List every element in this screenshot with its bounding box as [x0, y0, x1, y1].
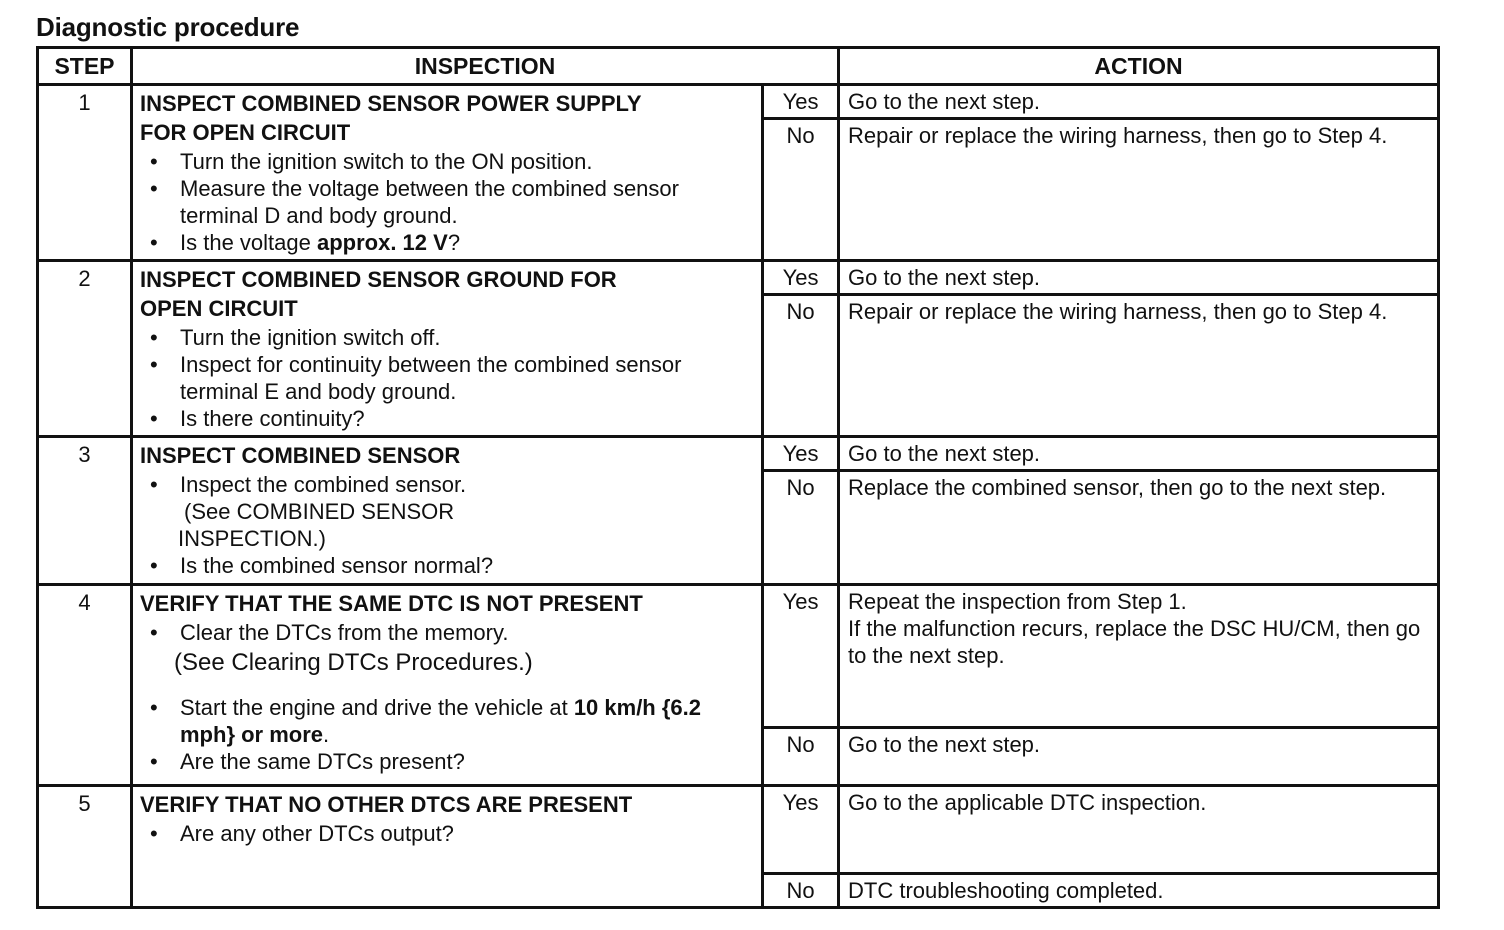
inspection-header: INSPECTION: [132, 48, 839, 85]
inspection-title: [140, 89, 755, 147]
inspection-title: [140, 790, 755, 819]
no-action: Go to the next step.: [839, 728, 1439, 786]
bullet-bold-text: 10 km/h {6.2 mph} or more: [180, 695, 701, 747]
inspection-cell: [132, 261, 763, 437]
no-label: No: [763, 728, 839, 786]
yes-action: Go to the next step.: [839, 437, 1439, 471]
yes-action: Go to the applicable DTC inspection.: [839, 786, 1439, 874]
inspection-cell: [132, 437, 763, 585]
no-label: No: [763, 471, 839, 585]
inspection-cell: [132, 85, 763, 261]
inspection-bullets: [140, 619, 755, 775]
inspection-title-line: FOR OPEN CIRCUIT: [140, 120, 351, 145]
inspection-bullets: [140, 148, 755, 256]
bullet-text: ?: [447, 230, 461, 255]
step-4-yes-row: [38, 585, 1439, 728]
yes-label: Yes: [763, 437, 839, 471]
bullet-item: • Measure the voltage between the combined sensor terminal D and body ground.: [140, 175, 755, 229]
yes-label: Yes: [763, 261, 839, 295]
no-action: Replace the combined sensor, then go to the next step.: [839, 471, 1439, 585]
inspection-title: [140, 265, 755, 323]
bullet-item: • Are any other DTCs output?: [140, 820, 755, 847]
step-1-yes-row: [38, 85, 1439, 119]
bullet-item: [140, 229, 755, 256]
yes-label: Yes: [763, 585, 839, 728]
bullet-item: • Turn the ignition switch off.: [140, 324, 755, 351]
yes-action: [839, 585, 1439, 728]
inspection-title: [140, 589, 755, 618]
bullet-continuation: (See COMBINED SENSOR: [184, 499, 455, 524]
inspection-cell: [132, 786, 763, 908]
page-title: Diagnostic procedure: [36, 12, 300, 42]
step-5-yes-row: [38, 786, 1439, 874]
no-label: No: [763, 295, 839, 437]
bullet-item: • Inspect for continuity between the combined sensor terminal E and body ground.: [140, 351, 755, 405]
bullet-item: • Are the same DTCs present?: [140, 748, 755, 775]
yes-label: Yes: [763, 786, 839, 874]
header-row: [38, 48, 1439, 85]
step-number: 3: [38, 437, 132, 585]
action-line: If the malfunction recurs, replace the DSC HU/CM, then go to the next step.: [848, 616, 1421, 668]
diagnostic-table: [36, 46, 1440, 909]
inspection-bullets: [140, 820, 755, 847]
step-2-yes-row: [38, 261, 1439, 295]
bullet-item: [140, 694, 755, 748]
action-header: ACTION: [839, 48, 1439, 85]
no-action: DTC troubleshooting completed.: [839, 874, 1439, 908]
inspection-title-line: INSPECT COMBINED SENSOR GROUND FOR: [140, 267, 617, 292]
no-action: Repair or replace the wiring harness, then go to Step 4.: [839, 295, 1439, 437]
inspection-title-line: VERIFY THAT THE SAME DTC IS NOT PRESENT: [140, 591, 643, 616]
bullet-bold-text: approx. 12 V: [316, 230, 448, 255]
step-number: 1: [38, 85, 132, 261]
step-number: 5: [38, 786, 132, 908]
bullet-item: • Clear the DTCs from the memory.: [140, 619, 755, 646]
bullet-text: .: [323, 722, 330, 747]
bullet-item: • Is the combined sensor normal?: [140, 552, 755, 579]
inspection-bullets: [140, 324, 755, 432]
inspection-title-line: INSPECT COMBINED SENSOR POWER SUPPLY: [140, 91, 642, 116]
bullet-continuation: (See Clearing DTCs Procedures.): [174, 649, 533, 676]
step-number: 2: [38, 261, 132, 437]
step-3-yes-row: [38, 437, 1439, 471]
yes-action: Go to the next step.: [839, 85, 1439, 119]
bullet-text: Is the voltage: [180, 230, 317, 255]
step-header: STEP: [38, 48, 132, 85]
bullet-item: • Turn the ignition switch to the ON position.: [140, 148, 755, 175]
inspection-bullets: [140, 471, 755, 579]
step-number: 4: [38, 585, 132, 786]
inspection-title-line: INSPECT COMBINED SENSOR: [140, 443, 461, 468]
inspection-cell: [132, 585, 763, 786]
no-action: Repair or replace the wiring harness, then go to Step 4.: [839, 119, 1439, 261]
no-label: No: [763, 874, 839, 908]
bullet-item: • Inspect the combined sensor.: [140, 471, 755, 498]
inspection-title-line: VERIFY THAT NO OTHER DTCS ARE PRESENT: [140, 792, 633, 817]
yes-action: Go to the next step.: [839, 261, 1439, 295]
yes-label: Yes: [763, 85, 839, 119]
bullet-text: Start the engine and drive the vehicle at: [180, 695, 574, 720]
inspection-title: [140, 441, 755, 470]
bullet-item: • Is there continuity?: [140, 405, 755, 432]
inspection-title-line: OPEN CIRCUIT: [140, 296, 298, 321]
bullet-continuation: INSPECTION.): [178, 526, 326, 551]
action-line: Repeat the inspection from Step 1.: [848, 589, 1187, 614]
no-label: No: [763, 119, 839, 261]
